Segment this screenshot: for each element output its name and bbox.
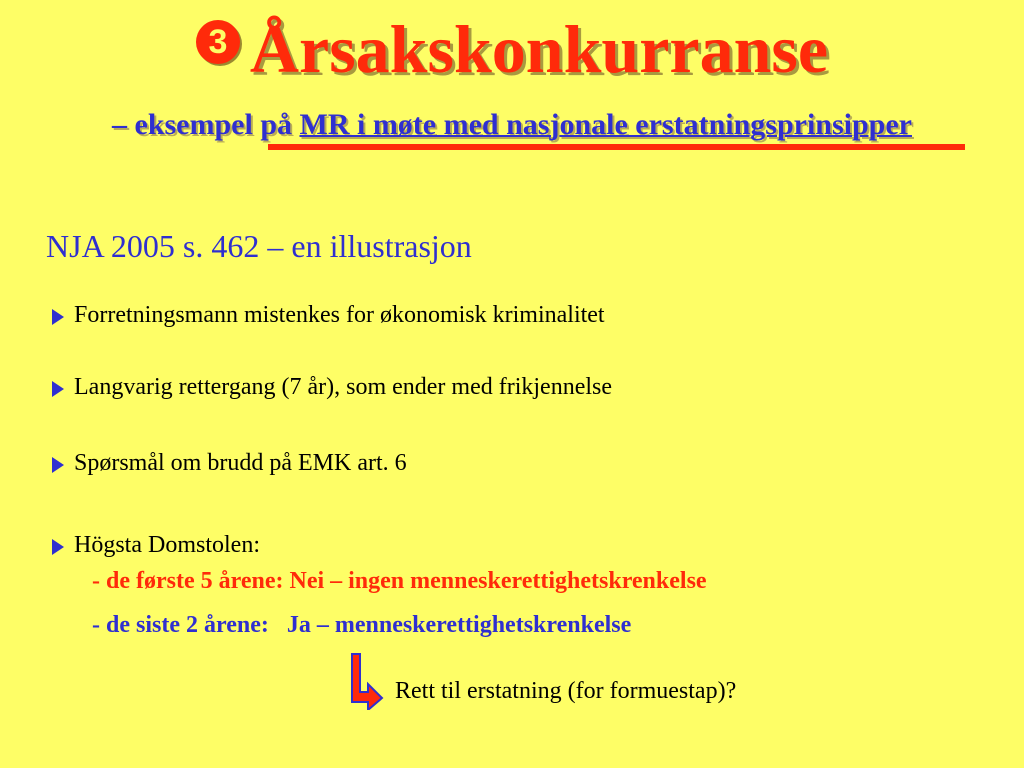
conclusion-text: Rett til erstatning (for formuestap)? [395, 678, 737, 704]
bullet-text: Langvarig rettergang (7 år), som ender med frikjennelse [74, 374, 613, 400]
sub-point-first-years: - de første 5 årene: Nei – ingen menneskerettighetskrenkelse [92, 568, 707, 594]
bullet-text: Forretningsmann mistenkes for økonomisk kriminalitet [74, 302, 605, 328]
sub-point-last-years: - de siste 2 årene: Ja – menneskerettighetskrenkelse [92, 612, 632, 638]
bullet-item [52, 302, 605, 329]
bullet-arrow-icon [52, 457, 64, 473]
bullet-item [52, 374, 612, 401]
slide-title [0, 10, 1024, 89]
red-underline-bar [268, 144, 965, 150]
bullet-text: Spørsmål om brudd på EMK art. 6 [74, 450, 407, 476]
title-text: Årsakskonkurranse [249, 11, 829, 87]
bullet-arrow-icon [52, 381, 64, 397]
bullet-item [52, 532, 260, 559]
bullet-text: Högsta Domstolen: [74, 532, 260, 558]
subtitle [0, 108, 1024, 142]
section-heading: NJA 2005 s. 462 – en illustrasjon [46, 228, 472, 264]
bullet-item [52, 450, 407, 477]
subtitle-underlined: MR i møte med nasjonale erstatningsprinsipper [299, 108, 912, 141]
bullet-arrow-icon [52, 539, 64, 555]
down-right-arrow-icon [346, 652, 386, 710]
bullet-arrow-icon [52, 309, 64, 325]
number-badge-icon: 3 [196, 20, 240, 64]
subtitle-prefix: – eksempel på [112, 108, 300, 141]
